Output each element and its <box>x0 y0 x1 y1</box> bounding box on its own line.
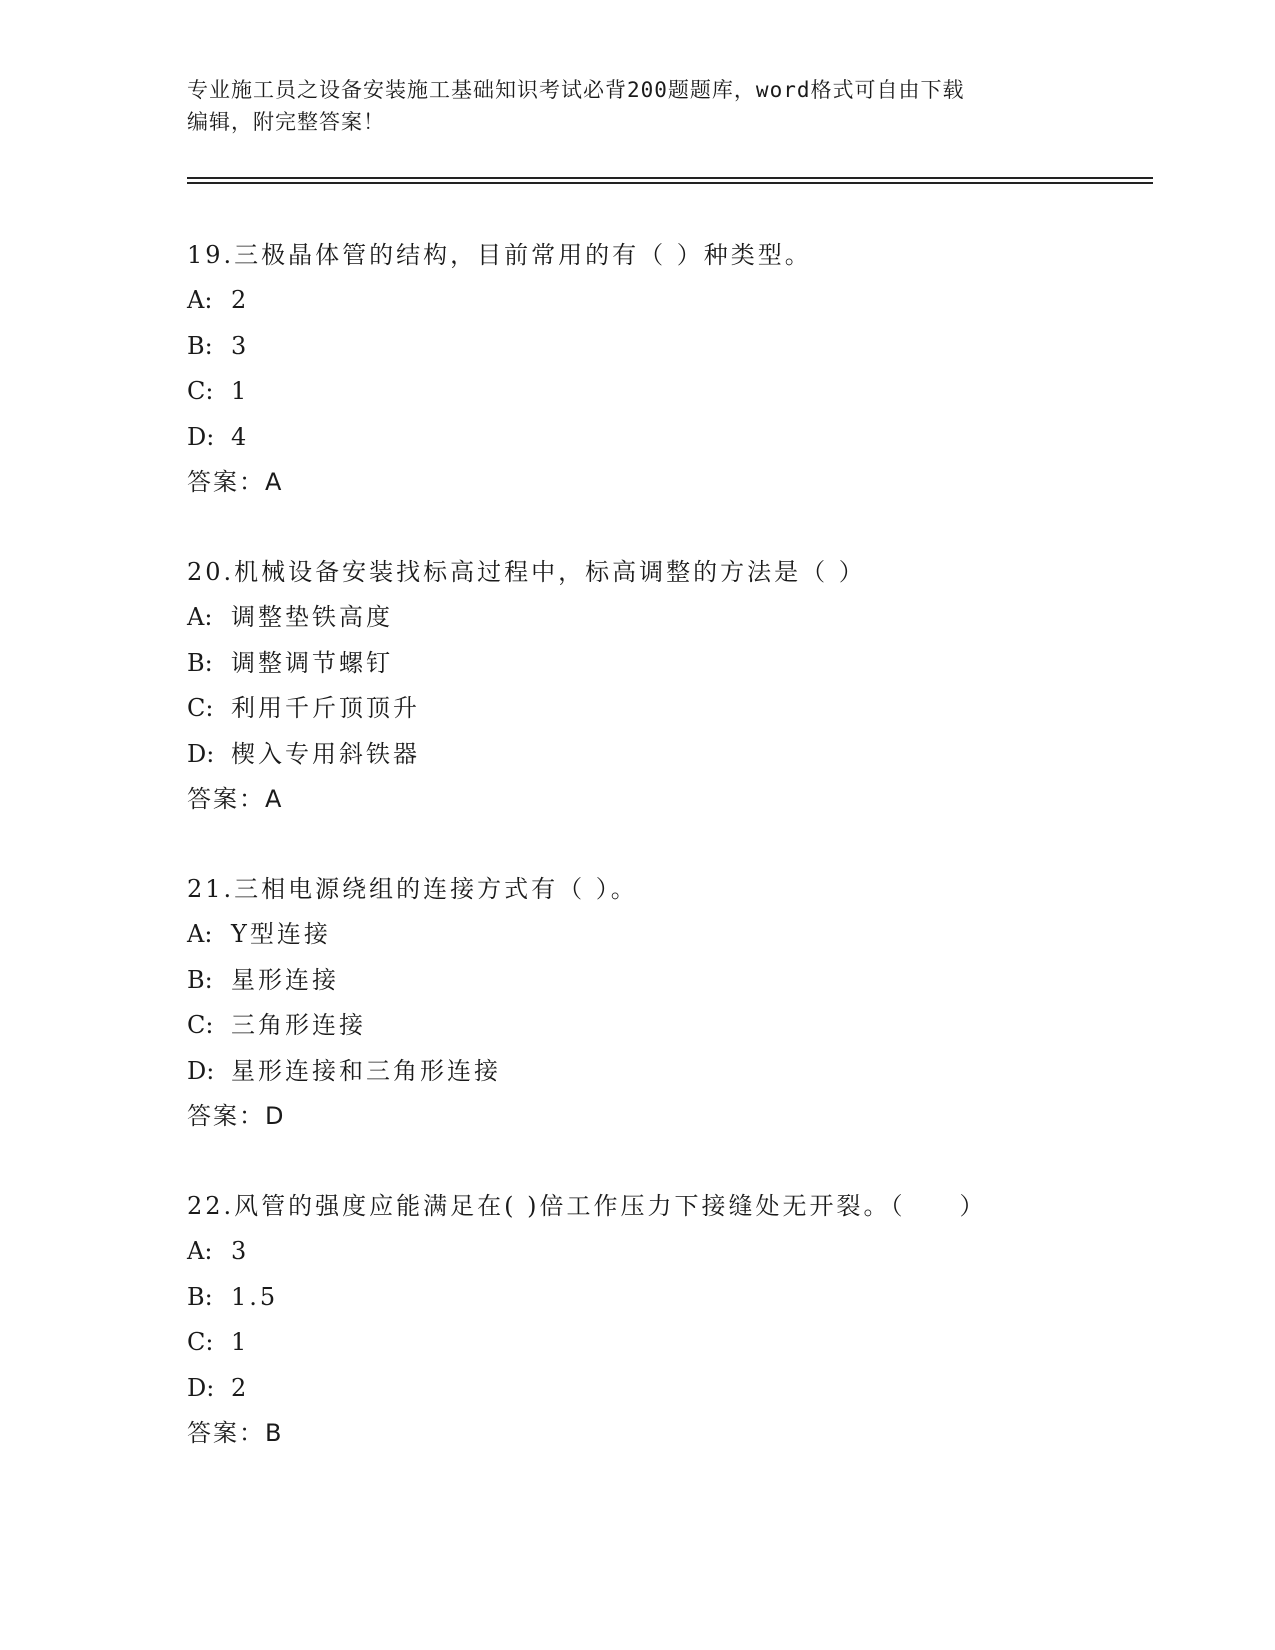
option-c <box>187 369 1137 415</box>
question-19 <box>187 232 1137 505</box>
option-a <box>187 912 1137 958</box>
option-d <box>187 732 1137 778</box>
option-c <box>187 686 1137 732</box>
question-20 <box>187 549 1137 822</box>
option-d <box>187 415 1137 461</box>
option-letter: A: <box>187 286 213 314</box>
header-divider-bottom <box>187 182 1153 184</box>
option-letter: C: <box>187 1011 214 1039</box>
option-b <box>187 324 1137 370</box>
option-a <box>187 1229 1137 1275</box>
option-text: 4 <box>231 422 250 451</box>
option-d <box>187 1366 1137 1412</box>
option-b <box>187 1275 1137 1321</box>
option-d <box>187 1049 1137 1095</box>
option-text: 调整垫铁高度 <box>231 603 393 631</box>
option-text: Y型连接 <box>231 920 331 948</box>
option-text: 1 <box>231 1328 250 1356</box>
option-letter: D: <box>187 1373 215 1402</box>
option-letter: D: <box>187 422 215 451</box>
option-text: 三角形连接 <box>231 1011 366 1039</box>
option-text: 利用千斤顶顶升 <box>231 694 420 722</box>
question-title: 22.风管的强度应能满足在( )倍工作压力下接缝处无开裂。（ ） <box>187 1192 987 1220</box>
header-line-2: 编辑，附完整答案！ <box>187 110 385 134</box>
option-letter: B: <box>187 1282 213 1311</box>
question-title: 20.机械设备安装找标高过程中，标高调整的方法是（ ） <box>187 558 866 586</box>
header-divider-top <box>187 177 1153 179</box>
option-text: 调整调节螺钉 <box>231 648 393 677</box>
option-letter: B: <box>187 965 213 994</box>
option-text: 楔入专用斜铁器 <box>231 739 420 768</box>
question-title: 19.三极晶体管的结构，目前常用的有（ ）种类型。 <box>187 241 812 269</box>
option-text: 3 <box>231 1237 250 1265</box>
question-title: 21.三相电源绕组的连接方式有（ ）。 <box>187 875 638 903</box>
option-text: 星形连接 <box>231 965 339 994</box>
option-text: 星形连接和三角形连接 <box>231 1056 501 1085</box>
option-text: 2 <box>231 286 250 314</box>
option-letter: D: <box>187 739 215 768</box>
option-letter: A: <box>187 920 213 948</box>
option-letter: C: <box>187 377 214 405</box>
answer-label: 答案：A <box>187 785 284 813</box>
option-letter: C: <box>187 1328 214 1356</box>
option-c <box>187 1320 1137 1366</box>
document-header <box>187 74 1077 138</box>
option-letter: A: <box>187 603 213 631</box>
answer-label: 答案：A <box>187 468 284 496</box>
option-letter: B: <box>187 331 213 360</box>
option-b <box>187 641 1137 687</box>
option-a <box>187 278 1137 324</box>
question-22 <box>187 1183 1137 1456</box>
question-21 <box>187 866 1137 1139</box>
option-text: 2 <box>231 1373 250 1402</box>
option-letter: A: <box>187 1237 213 1265</box>
header-line-1: 专业施工员之设备安装施工基础知识考试必背200题题库，word格式可自由下载 <box>187 78 965 102</box>
option-letter: C: <box>187 694 214 722</box>
option-b <box>187 958 1137 1004</box>
option-letter: B: <box>187 648 213 677</box>
option-text: 1 <box>231 377 250 405</box>
option-letter: D: <box>187 1056 215 1085</box>
option-a <box>187 595 1137 641</box>
answer-label: 答案：D <box>187 1102 286 1130</box>
answer-label: 答案：B <box>187 1419 284 1447</box>
option-c <box>187 1003 1137 1049</box>
option-text: 3 <box>231 331 250 360</box>
option-text: 1.5 <box>231 1282 279 1311</box>
